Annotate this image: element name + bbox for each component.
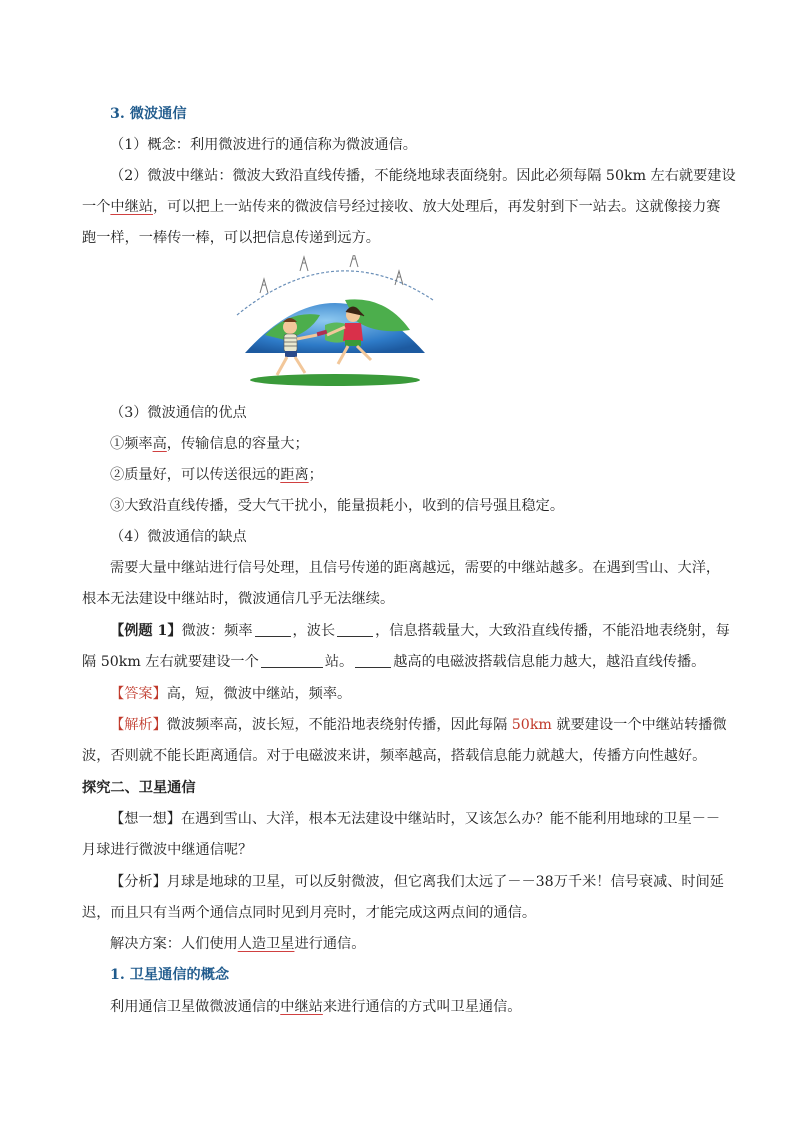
text: 站。 <box>324 654 354 670</box>
text: ，信息搭载量大，大致沿直线传播，不能沿地表绕射，每 <box>375 623 730 639</box>
blank-station[interactable] <box>261 653 323 668</box>
concept-paragraph: （1）概念：利用微波进行的通信称为微波通信。 <box>110 137 417 153</box>
text: 利用通信卫星做微波通信的 <box>110 999 281 1015</box>
text: ，波长 <box>292 623 336 639</box>
disadvantage-line1: 需要大量中继站进行信号处理，且信号传递的距离越远，需要的中继站越多。在遇到雪山、大洋， <box>110 560 721 576</box>
artificial-satellite-term: 人造卫星 <box>237 936 295 952</box>
advantage-item <box>110 465 323 485</box>
blank-wavelength[interactable] <box>337 622 373 637</box>
disadvantages-title: （4）微波通信的缺点 <box>110 529 247 545</box>
subsection-heading: 1. 卫星通信的概念 <box>110 967 230 983</box>
think-line1 <box>110 809 720 829</box>
text: 解决方案：人们使用 <box>110 936 238 952</box>
example-line1 <box>110 621 730 641</box>
blank-quantity[interactable] <box>355 653 391 668</box>
distance-term: 距离 <box>280 467 309 483</box>
analysis-line1 <box>110 715 727 735</box>
think-line2: 月球进行微波中继通信呢？ <box>82 842 253 858</box>
analysis-line2: 波，否则就不能长距离通信。对于电磁波来讲，频率越高，搭载信息能力就越大，传播方向性越好。 <box>82 748 707 764</box>
text: 月球是地球的卫星，可以反射微波，但它离我们太远了－－38万千米！信号衰减、时间延 <box>166 874 724 890</box>
solution-line <box>110 934 365 954</box>
part-heading: 探究二、卫星通信 <box>82 780 196 796</box>
text: 在遇到雪山、大洋，根本无法建设中继站时，又该怎么办？能不能利用地球的卫星－－ <box>180 811 721 827</box>
analyze-line1 <box>110 872 724 892</box>
think-tag: 【想一想】 <box>110 811 181 827</box>
advantage-item: ③大致沿直线传播，受大气干扰小，能量损耗小，收到的信号强且稳定。 <box>110 498 565 514</box>
advantage-item <box>110 434 309 454</box>
text: 微波频率高，波长短，不能沿地表绕射传播，因此每隔 <box>166 717 512 733</box>
analyze-tag: 【分析】 <box>110 874 167 890</box>
analyze-line2: 迟，而且只有当两个通信点同时见到月亮时，才能完成这两点间的通信。 <box>82 905 537 921</box>
text: ； <box>308 467 323 483</box>
answer-line <box>110 684 351 704</box>
distance-value: 50km <box>511 717 552 733</box>
relay-tower-icon <box>260 255 403 293</box>
disadvantage-line2: 根本无法建设中继站时，微波通信几乎无法继续。 <box>82 591 395 607</box>
example-tag: 【例题 1】 <box>110 623 182 639</box>
relay-paragraph-line2 <box>82 197 720 217</box>
example-line2 <box>82 652 705 672</box>
definition-line <box>110 997 521 1017</box>
text: 微波：频率 <box>181 623 253 639</box>
relay-station-term: 中继站 <box>280 999 323 1015</box>
text: 来进行通信的方式叫卫星通信。 <box>322 999 522 1015</box>
relay-station-term: 中继站 <box>110 199 153 215</box>
text: ，传输信息的容量大； <box>166 436 309 452</box>
text: ②质量好，可以传送很远的 <box>110 467 281 483</box>
text: 隔 50km 左右就要建设一个 <box>82 654 259 670</box>
section-heading: 3. 微波通信 <box>110 106 187 122</box>
advantages-title: （3）微波通信的优点 <box>110 405 247 421</box>
text: 进行通信。 <box>294 936 366 952</box>
relay-race-illustration <box>235 255 435 390</box>
blank-frequency[interactable] <box>255 622 291 637</box>
relay-paragraph-line1: （2）微波中继站：微波大致沿直线传播，不能绕地球表面绕射。因此必须每隔 50km 左右就要建设 <box>110 168 736 184</box>
answer-text: 高，短，微波中继站，频率。 <box>166 686 352 702</box>
relay-paragraph-line3: 跑一样，一棒传一棒，可以把信息传递到远方。 <box>82 230 380 246</box>
analysis-tag: 【解析】 <box>110 717 167 733</box>
text: 越高的电磁波搭载信息能力越大，越沿直线传播。 <box>393 654 706 670</box>
text: ①频率 <box>110 436 153 452</box>
answer-tag: 【答案】 <box>110 686 167 702</box>
ground <box>250 374 420 386</box>
text: ，可以把上一站传来的微波信号经过接收、放大处理后，再发射到下一站去。这就像接力赛 <box>152 199 721 215</box>
high-term: 高 <box>152 436 167 452</box>
text: 就要建设一个中继站转播微 <box>551 717 727 733</box>
text: 一个 <box>82 199 111 215</box>
